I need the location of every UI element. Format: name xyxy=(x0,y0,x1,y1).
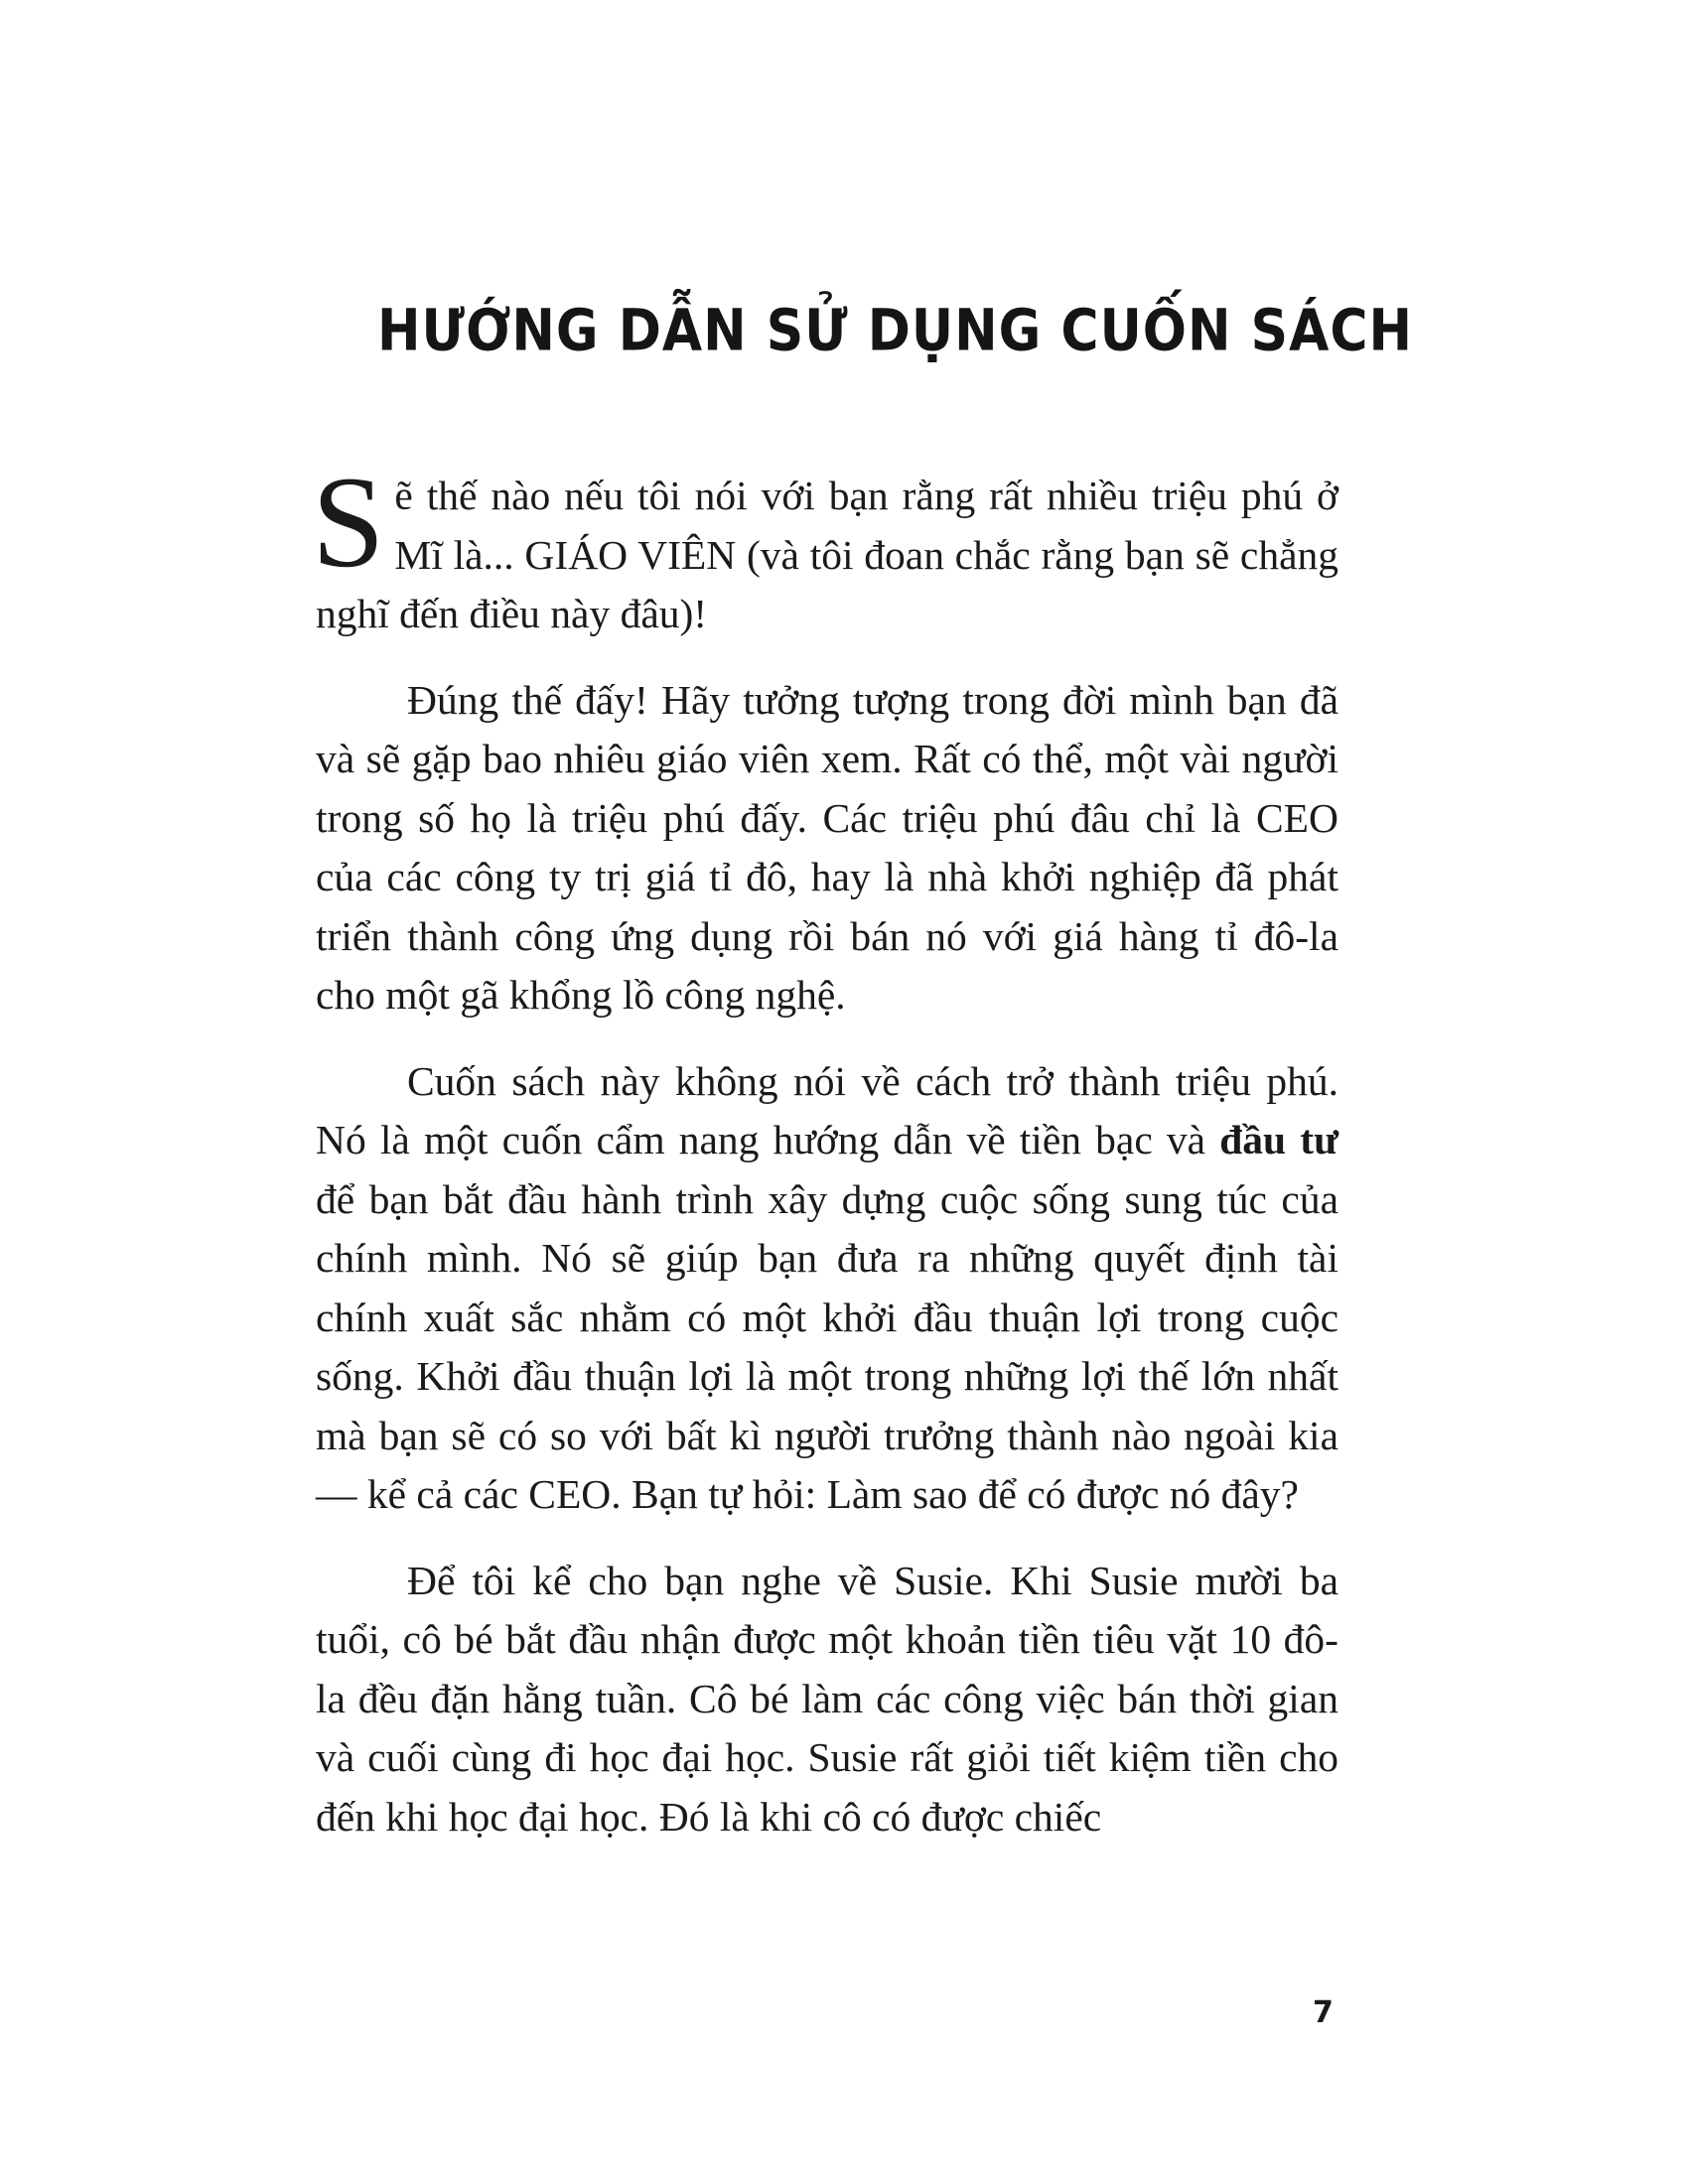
page-number: 7 xyxy=(1313,1995,1334,2030)
paragraph-3 xyxy=(316,1052,1338,1525)
paragraph-3-text-before: Cuốn sách này không nói về cách trở thành triệu phú. Nó là một cuốn cẩm nang hướng dẫn về tiền bạc và xyxy=(316,1057,1338,1162)
paragraph-3-text-after: để bạn bắt đầu hành trình xây dựng cuộc sống sung túc của chính mình. Nó sẽ giúp bạn đưa ra những quyết định tài chính xuất sắc nhằm có một khởi đầu thuận lợi trong cuộc sống. Khởi đầu thuận lợi là một trong những lợi thế lớn nhất mà bạn sẽ có so với bất kì người trưởng thành nào ngoài kia — kể cả các CEO. Bạn tự hỏi: Làm sao để có được nó đây? xyxy=(316,1175,1338,1517)
bold-term-investing: đầu tư xyxy=(1219,1117,1338,1162)
body-text xyxy=(312,449,1338,1873)
drop-cap: S xyxy=(312,449,385,595)
paragraph-2: Đúng thế đấy! Hãy tưởng tượng trong đời mình bạn đã và sẽ gặp bao nhiêu giáo viên xem. Rất có thể, một vài người trong số họ là triệu phú đấy. Các triệu phú đâu chỉ là CEO của các công ty trị giá tỉ đô, hay là nhà khởi nghiệp đã phát triển thành công ứng dụng rồi bán nó với giá hàng tỉ đô-la cho một gã khổng lồ công nghệ. xyxy=(316,676,1338,1018)
paragraph-1-text: ẽ thế nào nếu tôi nói với bạn rằng rất nhiều triệu phú ở Mĩ là... GIÁO VIÊN (và tôi đoan chắc rằng bạn sẽ chẳng nghĩ đến điều này đâu)! xyxy=(316,473,1338,636)
paragraph-1 xyxy=(312,449,1338,644)
paragraph-4: Để tôi kể cho bạn nghe về Susie. Khi Susie mười ba tuổi, cô bé bắt đầu nhận được một khoản tiền tiêu vặt 10 đô-la đều đặn hằng tuần. Cô bé làm các công việc bán thời gian và cuối cùng đi học đại học. Susie rất giỏi tiết kiệm tiền cho đến khi học đại học. Đó là khi cô có được chiếc xyxy=(316,1557,1338,1840)
chapter-title: HƯỚNG DẪN SỬ DỤNG CUỐN SÁCH xyxy=(377,298,1414,365)
